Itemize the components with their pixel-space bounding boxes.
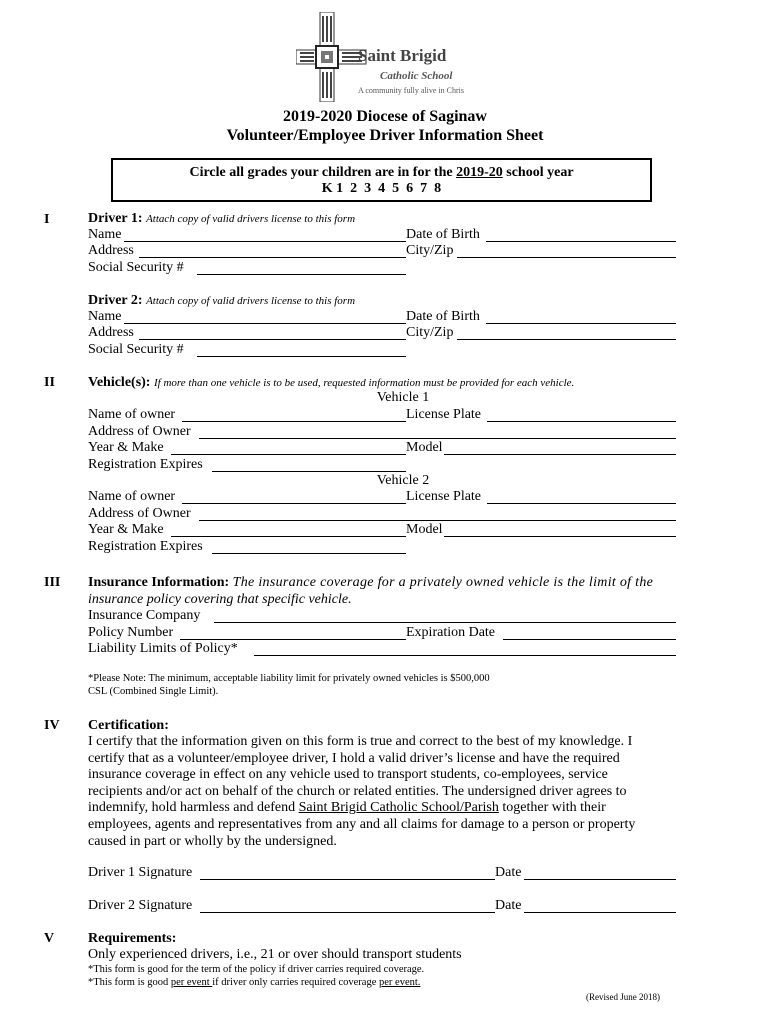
driver2-name-label: Name [88, 309, 122, 324]
certification-text: I certify that the information given on this form is true and correct to the best of my knowledge. I certify that as a volunteer/employee driver, I hold a valid driver’s license and have the required insurance coverage in effect on any vehicle used to transport students, co-employees, service recipients and/or act on behalf of the church or related entities. The undersigned driver agrees to indemnify, hold harmless and defend Saint Brigid Catholic School/Parish together with their employees, agents and representatives from any and all claims for damage to a person or property caused in part or wholly by the undersigned. [88, 734, 636, 849]
driver1-address-label: Address [88, 243, 134, 258]
section-2-numeral: II [44, 375, 55, 390]
vehicle1-owner-address-field[interactable] [199, 438, 676, 439]
certification-heading: Certification: [88, 718, 169, 733]
insurance-company-label: Insurance Company [88, 608, 201, 623]
grade-instruction: Circle all grades your children are in for the 2019-20 school year [189, 165, 574, 180]
page-title-line1: 2019-2020 Diocese of Saginaw [283, 108, 487, 125]
vehicle2-yearmake-field[interactable] [171, 536, 406, 537]
driver1-dob-label: Date of Birth [406, 227, 480, 242]
vehicle1-model-label: Model [406, 440, 443, 455]
driver2-address-label: Address [88, 325, 134, 340]
vehicle2-heading: Vehicle 2 [376, 473, 430, 488]
driver1-cityzip-field[interactable] [457, 257, 676, 258]
vehicle1-yearmake-label: Year & Make [88, 440, 164, 455]
requirements-heading: Requirements: [88, 931, 177, 946]
vehicle2-registration-label: Registration Expires [88, 539, 203, 554]
section-3-numeral: III [44, 575, 61, 590]
driver2-sign-date-field[interactable] [524, 912, 676, 913]
liability-note-line2: CSL (Combined Single Limit). [88, 686, 219, 697]
insurance-heading: Insurance Information: The insurance coverage for a privately owned vehicle is the limit of the [88, 575, 654, 590]
driver2-cityzip-field[interactable] [457, 339, 676, 340]
vehicle2-plate-field[interactable] [487, 503, 676, 504]
section-4-numeral: IV [44, 718, 60, 733]
driver1-signature-field[interactable] [200, 879, 495, 880]
requirement-line3: *This form is good per event if driver only carries required coverage per event. [88, 977, 421, 988]
driver2-name-field[interactable] [124, 323, 406, 324]
vehicle2-owner-address-field[interactable] [199, 520, 676, 521]
liability-note-line1: *Please Note: The minimum, acceptable liability limit for privately owned vehicles is $500,000 [88, 673, 490, 684]
expiration-date-field[interactable] [503, 639, 676, 640]
vehicle2-yearmake-label: Year & Make [88, 522, 164, 537]
revision-note: (Revised June 2018) [586, 992, 660, 1002]
driver2-address-field[interactable] [139, 339, 406, 340]
driver2-heading: Driver 2: Attach copy of valid drivers license to this form [88, 293, 356, 308]
requirement-line1: Only experienced drivers, i.e., 21 or over should transport students [88, 947, 462, 962]
driver2-ssn-label: Social Security # [88, 342, 184, 357]
vehicle2-owner-field[interactable] [182, 503, 406, 504]
vehicle1-plate-label: License Plate [406, 407, 482, 422]
vehicle1-owner-address-label: Address of Owner [88, 424, 191, 439]
driver2-dob-field[interactable] [486, 323, 676, 324]
vehicle2-model-field[interactable] [444, 536, 676, 537]
vehicles-heading: Vehicle(s): If more than one vehicle is to be used, requested information must be provided for each vehicle. [88, 375, 575, 390]
logo-subtitle: Catholic School [380, 70, 453, 82]
vehicle1-owner-field[interactable] [182, 421, 406, 422]
vehicle1-yearmake-field[interactable] [171, 454, 406, 455]
driver1-sign-date-label: Date [495, 865, 522, 880]
vehicle1-owner-label: Name of owner [88, 407, 176, 422]
vehicle1-registration-label: Registration Expires [88, 457, 203, 472]
vehicle1-model-field[interactable] [444, 454, 676, 455]
driver2-ssn-field[interactable] [197, 356, 406, 357]
insurance-company-field[interactable] [214, 622, 676, 623]
policy-number-field[interactable] [180, 639, 406, 640]
page-title-line2: Volunteer/Employee Driver Information Sheet [226, 127, 544, 144]
school-parish-name: Saint Brigid Catholic School/Parish [298, 800, 499, 816]
driver2-signature-label: Driver 2 Signature [88, 898, 193, 913]
driver2-dob-label: Date of Birth [406, 309, 480, 324]
vehicle2-registration-field[interactable] [212, 553, 406, 554]
driver1-heading: Driver 1: Attach copy of valid drivers license to this form [88, 211, 356, 226]
logo-name: Saint Brigid [358, 46, 447, 65]
driver1-sign-date-field[interactable] [524, 879, 676, 880]
vehicle1-registration-field[interactable] [212, 471, 406, 472]
liability-limits-label: Liability Limits of Policy* [88, 641, 238, 656]
driver1-name-label: Name [88, 227, 122, 242]
driver2-cityzip-label: City/Zip [406, 325, 454, 340]
vehicle2-owner-label: Name of owner [88, 489, 176, 504]
grade-list: K 1 2 3 4 5 6 7 8 [321, 181, 442, 196]
logo-tagline: A community fully alive in Chris [358, 86, 464, 95]
section-5-numeral: V [44, 931, 55, 946]
driver1-dob-field[interactable] [486, 241, 676, 242]
requirement-line2: *This form is good for the term of the policy if driver carries required coverage. [88, 964, 425, 975]
driver2-signature-field[interactable] [200, 912, 495, 913]
school-logo [296, 12, 536, 102]
vehicle2-owner-address-label: Address of Owner [88, 506, 191, 521]
policy-number-label: Policy Number [88, 625, 174, 640]
driver1-cityzip-label: City/Zip [406, 243, 454, 258]
expiration-date-label: Expiration Date [406, 625, 496, 640]
insurance-note-line2: insurance policy covering that specific vehicle. [88, 592, 352, 607]
section-1-numeral: I [44, 212, 50, 227]
driver1-signature-label: Driver 1 Signature [88, 865, 193, 880]
vehicle1-heading: Vehicle 1 [376, 390, 430, 405]
vehicle1-plate-field[interactable] [487, 421, 676, 422]
driver1-ssn-field[interactable] [197, 274, 406, 275]
vehicle2-model-label: Model [406, 522, 443, 537]
vehicle2-plate-label: License Plate [406, 489, 482, 504]
driver2-sign-date-label: Date [495, 898, 522, 913]
liability-limits-field[interactable] [254, 655, 676, 656]
driver1-ssn-label: Social Security # [88, 260, 184, 275]
driver1-address-field[interactable] [139, 257, 406, 258]
school-year: 2019-20 [456, 165, 503, 180]
driver1-name-field[interactable] [124, 241, 406, 242]
